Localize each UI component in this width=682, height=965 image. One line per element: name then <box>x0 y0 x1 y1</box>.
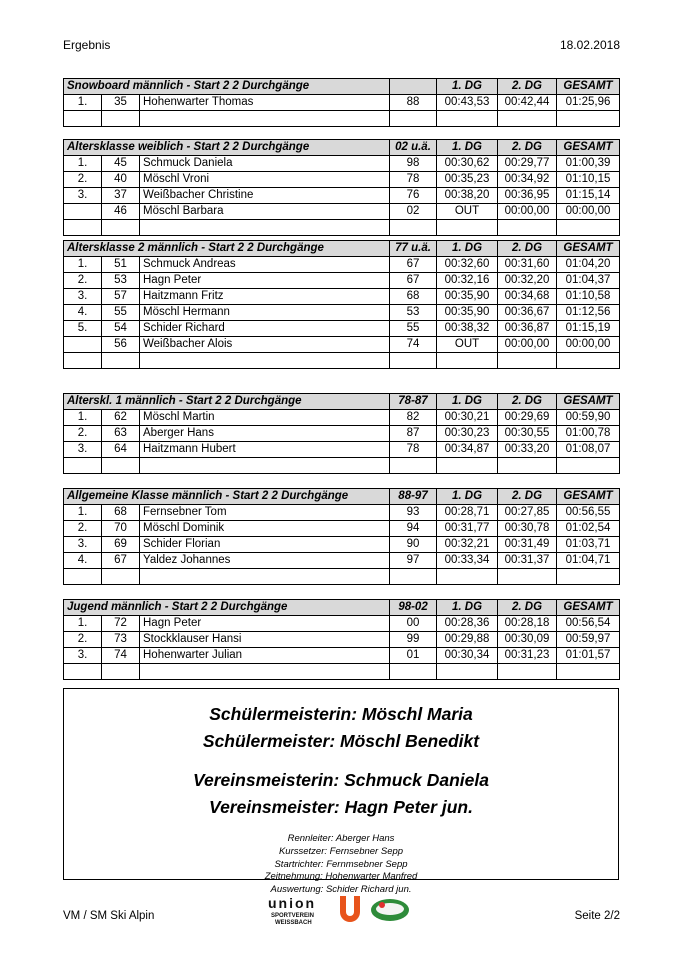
run1-header: 1. DG <box>437 489 498 505</box>
athlete-name-cell: Möschl Dominik <box>140 521 390 537</box>
section-title: Altersklasse 2 männlich - Start 2 2 Durchgänge <box>64 241 390 257</box>
birth-year-cell: 88 <box>390 95 437 111</box>
run2-time-cell: 00:36,87 <box>498 321 557 337</box>
union-sportverein-logo <box>266 892 416 932</box>
empty-cell <box>557 569 620 585</box>
empty-cell <box>102 220 140 236</box>
rank-cell: 4. <box>64 305 102 321</box>
bib-number-cell: 68 <box>102 505 140 521</box>
footer-event: VM / SM Ski Alpin <box>63 910 155 922</box>
empty-cell <box>437 664 498 680</box>
results-table <box>63 488 620 585</box>
empty-cell <box>390 569 437 585</box>
header-date: 18.02.2018 <box>559 38 620 52</box>
run1-header: 1. DG <box>437 394 498 410</box>
empty-cell <box>557 353 620 369</box>
total-time-cell: 00:00,00 <box>557 204 620 220</box>
empty-row <box>64 664 620 680</box>
run1-time-cell: 00:28,71 <box>437 505 498 521</box>
empty-row <box>64 220 620 236</box>
table-row <box>64 305 620 321</box>
bib-number-cell: 67 <box>102 553 140 569</box>
bib-number-cell: 51 <box>102 257 140 273</box>
athlete-name-cell: Möschl Martin <box>140 410 390 426</box>
empty-cell <box>64 220 102 236</box>
empty-cell <box>390 220 437 236</box>
run2-time-cell: 00:31,37 <box>498 553 557 569</box>
bib-number-cell: 57 <box>102 289 140 305</box>
section-title: Jugend männlich - Start 2 2 Durchgänge <box>64 600 390 616</box>
run2-time-cell: 00:31,23 <box>498 648 557 664</box>
header-left-title: Ergebnis <box>63 38 111 52</box>
club-champion-male: Vereinsmeister: Hagn Peter jun. <box>209 797 473 817</box>
bib-number-cell: 64 <box>102 442 140 458</box>
empty-cell <box>390 111 437 127</box>
total-time-cell: 01:04,37 <box>557 273 620 289</box>
total-time-cell: 01:02,54 <box>557 521 620 537</box>
official-starter: Startrichter: Fernmsebner Sepp <box>274 858 408 870</box>
bib-number-cell: 35 <box>102 95 140 111</box>
logo-sub-line-2: WEISSBACH <box>275 920 312 926</box>
run1-time-cell: 00:38,20 <box>437 188 498 204</box>
total-time-cell: 00:56,55 <box>557 505 620 521</box>
run1-header: 1. DG <box>437 140 498 156</box>
run2-time-cell: 00:29,77 <box>498 156 557 172</box>
run1-time-cell: 00:33,34 <box>437 553 498 569</box>
empty-cell <box>140 111 390 127</box>
birth-year-cell: 67 <box>390 273 437 289</box>
birth-year-cell: 01 <box>390 648 437 664</box>
rank-cell: 5. <box>64 321 102 337</box>
rank-cell: 2. <box>64 172 102 188</box>
rank-cell: 1. <box>64 410 102 426</box>
bib-number-cell: 72 <box>102 616 140 632</box>
birth-year-cell: 55 <box>390 321 437 337</box>
table-row <box>64 410 620 426</box>
athlete-name-cell: Hagn Peter <box>140 616 390 632</box>
bib-number-cell: 74 <box>102 648 140 664</box>
athlete-name-cell: Schmuck Daniela <box>140 156 390 172</box>
table-row <box>64 521 620 537</box>
bib-number-cell: 62 <box>102 410 140 426</box>
run1-time-cell: 00:35,90 <box>437 305 498 321</box>
rank-cell: 3. <box>64 442 102 458</box>
section-title: Snowboard männlich - Start 2 2 Durchgänge <box>64 79 390 95</box>
school-champion-female: Schülermeisterin: Möschl Maria <box>209 704 473 724</box>
run2-header: 2. DG <box>498 489 557 505</box>
empty-cell <box>498 569 557 585</box>
table-header-row <box>64 140 620 156</box>
official-race-director: Rennleiter: Aberger Hans <box>287 833 395 844</box>
run1-time-cell: 00:35,90 <box>437 289 498 305</box>
run1-time-cell: OUT <box>437 204 498 220</box>
total-time-cell: 00:59,90 <box>557 410 620 426</box>
rank-cell: 2. <box>64 426 102 442</box>
section-title: Alterskl. 1 männlich - Start 2 2 Durchgänge <box>64 394 390 410</box>
birth-year-cell: 74 <box>390 337 437 353</box>
empty-cell <box>140 220 390 236</box>
bib-number-cell: 55 <box>102 305 140 321</box>
table-row <box>64 648 620 664</box>
run2-header: 2. DG <box>498 79 557 95</box>
table-row <box>64 95 620 111</box>
table-header-row <box>64 489 620 505</box>
bib-number-cell: 70 <box>102 521 140 537</box>
total-header: GESAMT <box>557 79 620 95</box>
logo-u-shape <box>340 896 360 922</box>
rank-cell: 3. <box>64 537 102 553</box>
table-row <box>64 442 620 458</box>
run2-time-cell: 00:29,69 <box>498 410 557 426</box>
year-range-header: 78-87 <box>390 394 437 410</box>
run2-time-cell: 00:00,00 <box>498 337 557 353</box>
empty-cell <box>390 353 437 369</box>
empty-cell <box>64 111 102 127</box>
empty-cell <box>557 664 620 680</box>
run1-time-cell: 00:32,21 <box>437 537 498 553</box>
run2-time-cell: 00:28,18 <box>498 616 557 632</box>
empty-cell <box>498 458 557 474</box>
athlete-name-cell: Haitzmann Fritz <box>140 289 390 305</box>
year-range-header <box>390 79 437 95</box>
logo-sub-line-1: SPORTVEREIN <box>271 913 315 919</box>
athlete-name-cell: Schmuck Andreas <box>140 257 390 273</box>
birth-year-cell: 76 <box>390 188 437 204</box>
birth-year-cell: 99 <box>390 632 437 648</box>
section-title: Allgemeine Klasse männlich - Start 2 2 Durchgänge <box>64 489 390 505</box>
bib-number-cell: 69 <box>102 537 140 553</box>
birth-year-cell: 98 <box>390 156 437 172</box>
athlete-name-cell: Schider Richard <box>140 321 390 337</box>
athlete-name-cell: Stockklauser Hansi <box>140 632 390 648</box>
empty-row <box>64 569 620 585</box>
table-row <box>64 505 620 521</box>
table-row <box>64 632 620 648</box>
bib-number-cell: 63 <box>102 426 140 442</box>
total-time-cell: 01:01,57 <box>557 648 620 664</box>
total-time-cell: 01:10,58 <box>557 289 620 305</box>
bib-number-cell: 53 <box>102 273 140 289</box>
rank-cell: 1. <box>64 95 102 111</box>
results-table <box>63 240 620 369</box>
total-time-cell: 00:56,54 <box>557 616 620 632</box>
bib-number-cell: 54 <box>102 321 140 337</box>
bib-number-cell: 73 <box>102 632 140 648</box>
run2-time-cell: 00:42,44 <box>498 95 557 111</box>
empty-row <box>64 111 620 127</box>
run1-time-cell: 00:35,23 <box>437 172 498 188</box>
total-header: GESAMT <box>557 394 620 410</box>
table-header-row <box>64 394 620 410</box>
run1-time-cell: 00:34,87 <box>437 442 498 458</box>
year-range-header: 88-97 <box>390 489 437 505</box>
rank-cell: 3. <box>64 648 102 664</box>
run1-header: 1. DG <box>437 600 498 616</box>
rank-cell: 2. <box>64 632 102 648</box>
table-row <box>64 337 620 353</box>
run2-time-cell: 00:30,09 <box>498 632 557 648</box>
athlete-name-cell: Yaldez Johannes <box>140 553 390 569</box>
table-row <box>64 204 620 220</box>
total-time-cell: 00:00,00 <box>557 337 620 353</box>
empty-cell <box>102 664 140 680</box>
run1-time-cell: 00:38,32 <box>437 321 498 337</box>
table-row <box>64 321 620 337</box>
birth-year-cell: 02 <box>390 204 437 220</box>
total-header: GESAMT <box>557 241 620 257</box>
run1-header: 1. DG <box>437 241 498 257</box>
table-row <box>64 537 620 553</box>
total-time-cell: 01:00,78 <box>557 426 620 442</box>
run2-time-cell: 00:33,20 <box>498 442 557 458</box>
total-time-cell: 01:08,07 <box>557 442 620 458</box>
empty-cell <box>498 353 557 369</box>
rank-cell: 3. <box>64 289 102 305</box>
rank-cell: 1. <box>64 616 102 632</box>
empty-cell <box>102 111 140 127</box>
run1-time-cell: 00:32,60 <box>437 257 498 273</box>
total-time-cell: 01:25,96 <box>557 95 620 111</box>
empty-cell <box>102 458 140 474</box>
run1-time-cell: 00:31,77 <box>437 521 498 537</box>
total-time-cell: 01:03,71 <box>557 537 620 553</box>
run2-header: 2. DG <box>498 394 557 410</box>
total-time-cell: 01:12,56 <box>557 305 620 321</box>
athlete-name-cell: Möschl Hermann <box>140 305 390 321</box>
empty-cell <box>140 569 390 585</box>
empty-cell <box>437 220 498 236</box>
rank-cell: 2. <box>64 521 102 537</box>
table-header-row <box>64 241 620 257</box>
rank-cell: 1. <box>64 257 102 273</box>
run2-header: 2. DG <box>498 140 557 156</box>
run1-time-cell: 00:32,16 <box>437 273 498 289</box>
bib-number-cell: 40 <box>102 172 140 188</box>
birth-year-cell: 78 <box>390 172 437 188</box>
table-row <box>64 257 620 273</box>
rank-cell: 3. <box>64 188 102 204</box>
athlete-name-cell: Fernsebner Tom <box>140 505 390 521</box>
school-champion-male: Schülermeister: Möschl Benedikt <box>202 731 480 751</box>
athlete-name-cell: Aberger Hans <box>140 426 390 442</box>
athlete-name-cell: Haitzmann Hubert <box>140 442 390 458</box>
athlete-name-cell: Schider Florian <box>140 537 390 553</box>
official-timekeeper: Zeitnehmung: Hohenwarter Manfred <box>264 871 418 883</box>
table-row <box>64 172 620 188</box>
run2-time-cell: 00:30,78 <box>498 521 557 537</box>
bib-number-cell: 46 <box>102 204 140 220</box>
logo-union-word: union <box>268 895 317 911</box>
empty-cell <box>390 458 437 474</box>
total-time-cell: 01:15,14 <box>557 188 620 204</box>
birth-year-cell: 67 <box>390 257 437 273</box>
birth-year-cell: 68 <box>390 289 437 305</box>
run2-time-cell: 00:27,85 <box>498 505 557 521</box>
run2-time-cell: 00:31,49 <box>498 537 557 553</box>
birth-year-cell: 53 <box>390 305 437 321</box>
empty-cell <box>437 353 498 369</box>
run1-time-cell: 00:43,53 <box>437 95 498 111</box>
table-row <box>64 426 620 442</box>
athlete-name-cell: Möschl Barbara <box>140 204 390 220</box>
run1-header: 1. DG <box>437 79 498 95</box>
table-row <box>64 273 620 289</box>
total-time-cell: 01:04,71 <box>557 553 620 569</box>
total-time-cell: 00:59,97 <box>557 632 620 648</box>
run1-time-cell: 00:30,23 <box>437 426 498 442</box>
empty-cell <box>102 353 140 369</box>
empty-cell <box>64 353 102 369</box>
birth-year-cell: 93 <box>390 505 437 521</box>
empty-cell <box>557 458 620 474</box>
table-row <box>64 289 620 305</box>
total-time-cell: 01:15,19 <box>557 321 620 337</box>
empty-cell <box>437 458 498 474</box>
run2-time-cell: 00:36,67 <box>498 305 557 321</box>
empty-cell <box>64 458 102 474</box>
total-header: GESAMT <box>557 489 620 505</box>
run1-time-cell: 00:30,21 <box>437 410 498 426</box>
run2-time-cell: 00:32,20 <box>498 273 557 289</box>
year-range-header: 02 u.ä. <box>390 140 437 156</box>
results-table <box>63 78 620 127</box>
empty-cell <box>140 664 390 680</box>
champions-box <box>63 688 619 896</box>
table-header-row <box>64 79 620 95</box>
empty-cell <box>437 111 498 127</box>
run2-time-cell: 00:34,68 <box>498 289 557 305</box>
athlete-name-cell: Hohenwarter Thomas <box>140 95 390 111</box>
table-row <box>64 553 620 569</box>
run2-time-cell: 00:00,00 <box>498 204 557 220</box>
empty-row <box>64 458 620 474</box>
athlete-name-cell: Möschl Vroni <box>140 172 390 188</box>
empty-cell <box>140 353 390 369</box>
empty-cell <box>557 111 620 127</box>
run1-time-cell: 00:28,36 <box>437 616 498 632</box>
birth-year-cell: 87 <box>390 426 437 442</box>
empty-cell <box>498 664 557 680</box>
rank-cell <box>64 337 102 353</box>
official-course-setter: Kurssetzer: Fernsebner Sepp <box>278 845 404 857</box>
empty-cell <box>390 664 437 680</box>
bib-number-cell: 45 <box>102 156 140 172</box>
birth-year-cell: 78 <box>390 442 437 458</box>
section-title: Altersklasse weiblich - Start 2 2 Durchgänge <box>64 140 390 156</box>
empty-cell <box>557 220 620 236</box>
footer-page-number: Seite 2/2 <box>574 910 620 922</box>
rank-cell <box>64 204 102 220</box>
empty-cell <box>102 569 140 585</box>
empty-row <box>64 353 620 369</box>
run2-time-cell: 00:34,92 <box>498 172 557 188</box>
table-row <box>64 188 620 204</box>
rank-cell: 2. <box>64 273 102 289</box>
rank-cell: 4. <box>64 553 102 569</box>
athlete-name-cell: Weißbacher Christine <box>140 188 390 204</box>
official-evaluation: Auswertung: Schider Richard jun. <box>270 884 412 896</box>
run1-time-cell: 00:30,62 <box>437 156 498 172</box>
birth-year-cell: 97 <box>390 553 437 569</box>
athlete-name-cell: Hohenwarter Julian <box>140 648 390 664</box>
total-time-cell: 01:00,39 <box>557 156 620 172</box>
table-row <box>64 156 620 172</box>
athlete-name-cell: Weißbacher Alois <box>140 337 390 353</box>
run1-time-cell: 00:29,88 <box>437 632 498 648</box>
bib-number-cell: 56 <box>102 337 140 353</box>
total-time-cell: 01:04,20 <box>557 257 620 273</box>
run2-time-cell: 00:31,60 <box>498 257 557 273</box>
birth-year-cell: 00 <box>390 616 437 632</box>
bib-number-cell: 37 <box>102 188 140 204</box>
birth-year-cell: 90 <box>390 537 437 553</box>
total-header: GESAMT <box>557 140 620 156</box>
run1-time-cell: OUT <box>437 337 498 353</box>
total-header: GESAMT <box>557 600 620 616</box>
year-range-header: 98-02 <box>390 600 437 616</box>
club-champion-female: Vereinsmeisterin: Schmuck Daniela <box>192 770 489 790</box>
empty-cell <box>64 569 102 585</box>
run1-time-cell: 00:30,34 <box>437 648 498 664</box>
empty-cell <box>498 111 557 127</box>
birth-year-cell: 82 <box>390 410 437 426</box>
birth-year-cell: 94 <box>390 521 437 537</box>
run2-header: 2. DG <box>498 600 557 616</box>
run2-time-cell: 00:36,95 <box>498 188 557 204</box>
results-table <box>63 139 620 236</box>
results-table <box>63 599 620 680</box>
rank-cell: 1. <box>64 505 102 521</box>
run2-header: 2. DG <box>498 241 557 257</box>
athlete-name-cell: Hagn Peter <box>140 273 390 289</box>
run2-time-cell: 00:30,55 <box>498 426 557 442</box>
table-header-row <box>64 600 620 616</box>
empty-cell <box>437 569 498 585</box>
total-time-cell: 01:10,15 <box>557 172 620 188</box>
sponsor-badge-dot-icon <box>379 902 385 908</box>
rank-cell: 1. <box>64 156 102 172</box>
table-row <box>64 616 620 632</box>
empty-cell <box>498 220 557 236</box>
empty-cell <box>64 664 102 680</box>
results-table <box>63 393 620 474</box>
year-range-header: 77 u.ä. <box>390 241 437 257</box>
empty-cell <box>140 458 390 474</box>
